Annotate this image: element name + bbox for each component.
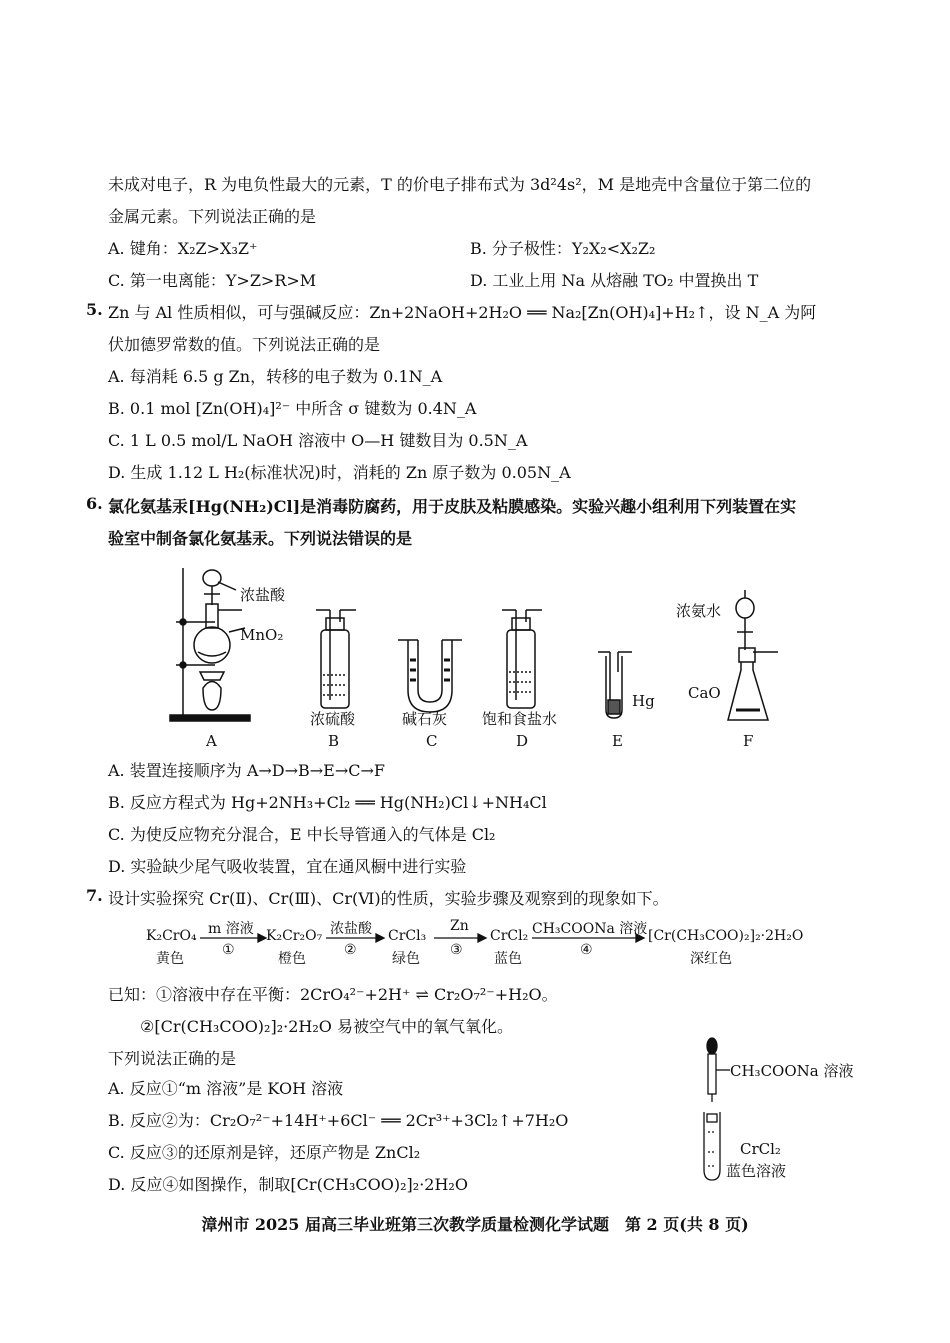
q5-line1: Zn 与 Al 性质相似，可与强碱反应：Zn+2NaOH+2H₂O ══ Na₂[Zn(OH)₄]+H₂↑，设 N_A 为阿 xyxy=(108,303,817,322)
caption-a: A xyxy=(206,732,217,750)
scheme-crcl2-color: 蓝色 xyxy=(494,951,522,967)
caption-c: C xyxy=(426,732,438,750)
q6-option-a: A. 装置连接顺序为 A→D→B→E→C→F xyxy=(108,761,386,780)
label-hg: Hg xyxy=(632,692,655,710)
apparatus-diagram xyxy=(0,560,950,760)
label-saturated-nacl: 饱和食盐水 xyxy=(482,710,558,728)
q5-option-c: C. 1 L 0.5 mol/L NaOH 溶液中 O—H 键数目为 0.5N_A xyxy=(108,431,528,450)
scheme-reagent-1: m 溶液 xyxy=(208,921,254,937)
scheme-k2cr2o7: K₂Cr₂O₇ xyxy=(266,928,323,944)
q7-option-c: C. 反应③的还原剂是锌，还原产物是 ZnCl₂ xyxy=(108,1143,421,1162)
scheme-reagent-3: Zn xyxy=(450,918,469,934)
q4-option-c: C. 第一电离能：Y>Z>R>M xyxy=(108,271,317,290)
apparatus-a-drawing xyxy=(170,568,250,721)
apparatus-c-drawing xyxy=(398,640,462,712)
caption-f: F xyxy=(743,732,754,750)
q4-line2: 金属元素。下列说法正确的是 xyxy=(108,207,317,226)
apparatus-f-drawing xyxy=(728,590,778,720)
label-soda-lime: 碱石灰 xyxy=(402,710,448,728)
q7-option-d: D. 反应④如图操作，制取[Cr(CH₃COO)₂]₂·2H₂O xyxy=(108,1175,468,1194)
q5-option-b: B. 0.1 mol [Zn(OH)₄]²⁻ 中所含 σ 键数为 0.4N_A xyxy=(108,399,477,418)
caption-b: B xyxy=(328,732,340,750)
q4-option-d: D. 工业上用 Na 从熔融 TO₂ 中置换出 T xyxy=(470,271,759,290)
label-conc-h2so4: 浓硫酸 xyxy=(310,710,356,728)
q5-option-d: D. 生成 1.12 L H₂(标准状况)时，消耗的 Zn 原子数为 0.05N_A xyxy=(108,463,571,482)
scheme-crcl3-color: 绿色 xyxy=(392,951,420,967)
reaction-scheme-arrows xyxy=(0,920,950,960)
fig-dropper-label: CH₃COONa 溶液 xyxy=(730,1062,854,1080)
scheme-crcl2: CrCl₂ xyxy=(490,928,529,944)
q5-line2: 伏加德罗常数的值。下列说法正确的是 xyxy=(108,335,381,354)
q6-option-c: C. 为使反应物充分混合，E 中长导管通入的气体是 Cl₂ xyxy=(108,825,496,844)
q7-known-1: 已知：①溶液中存在平衡：2CrO₄²⁻+2H⁺ ⇌ Cr₂O₇²⁻+H₂O。 xyxy=(108,985,558,1004)
scheme-step-2: ② xyxy=(344,942,357,958)
scheme-reagent-2: 浓盐酸 xyxy=(330,921,372,937)
apparatus-d-drawing xyxy=(502,610,542,708)
q4-option-a: A. 键角：X₂Z>X₃Z⁺ xyxy=(108,239,258,258)
q6-number: 6. xyxy=(86,494,103,513)
scheme-step-1: ① xyxy=(222,942,235,958)
q7-option-a: A. 反应①“m 溶液”是 KOH 溶液 xyxy=(108,1079,344,1098)
label-mno2: MnO₂ xyxy=(240,626,284,644)
scheme-product: [Cr(CH₃COO)₂]₂·2H₂O xyxy=(648,928,804,944)
q5-number: 5. xyxy=(86,300,103,319)
scheme-crcl3: CrCl₃ xyxy=(388,928,427,944)
scheme-reagent-4: CH₃COONa 溶液 xyxy=(532,921,648,937)
caption-e: E xyxy=(612,732,623,750)
page-footer: 漳州市 2025 届高三毕业班第三次教学质量检测化学试题 第 2 页(共 8 页) xyxy=(201,1215,749,1234)
apparatus-b-drawing xyxy=(316,610,356,708)
q5-option-a: A. 每消耗 6.5 g Zn，转移的电子数为 0.1N_A xyxy=(108,367,443,386)
q6-option-d: D. 实验缺少尾气吸收装置，宜在通风橱中进行实验 xyxy=(108,857,467,876)
q7-option-b: B. 反应②为：Cr₂O₇²⁻+14H⁺+6Cl⁻ ══ 2Cr³⁺+3Cl₂↑+7H₂O xyxy=(108,1111,569,1130)
fig-tube-label-2: 蓝色溶液 xyxy=(726,1162,787,1180)
scheme-k2cro4: K₂CrO₄ xyxy=(146,928,197,944)
caption-d: D xyxy=(516,732,529,750)
q6-line2: 验室中制备氯化氨基汞。下列说法错误的是 xyxy=(108,529,413,548)
q7-known-2: ②[Cr(CH₃COO)₂]₂·2H₂O 易被空气中的氧气氧化。 xyxy=(140,1017,513,1036)
fig-tube-label-1: CrCl₂ xyxy=(740,1140,781,1158)
q4-line1: 未成对电子，R 为电负性最大的元素，T 的价电子排布式为 3d²4s²，M 是地壳中含量位于第二位的 xyxy=(108,175,812,194)
label-conc-ammonia: 浓氨水 xyxy=(676,602,722,620)
label-conc-hcl: 浓盐酸 xyxy=(240,586,286,604)
scheme-step-3: ③ xyxy=(450,942,463,958)
scheme-step-4: ④ xyxy=(580,942,593,958)
q7-stem: 下列说法正确的是 xyxy=(108,1049,237,1068)
scheme-k2cr2o7-color: 橙色 xyxy=(278,951,306,967)
scheme-k2cro4-color: 黄色 xyxy=(156,951,184,967)
apparatus-e-drawing xyxy=(598,652,632,718)
q7-line1: 设计实验探究 Cr(Ⅱ)、Cr(Ⅲ)、Cr(Ⅵ)的性质，实验步骤及观察到的现象如下。 xyxy=(108,889,669,908)
q7-number: 7. xyxy=(86,886,103,905)
q4-option-b: B. 分子极性：Y₂X₂<X₂Z₂ xyxy=(470,239,656,258)
q6-line1: 氯化氨基汞[Hg(NH₂)Cl]是消毒防腐药，用于皮肤及粘膜感染。实验兴趣小组利用下列装置在实 xyxy=(108,497,797,516)
label-cao: CaO xyxy=(688,684,721,702)
scheme-product-color: 深红色 xyxy=(690,951,732,967)
q6-option-b: B. 反应方程式为 Hg+2NH₃+Cl₂ ══ Hg(NH₂)Cl↓+NH₄Cl xyxy=(108,793,547,812)
